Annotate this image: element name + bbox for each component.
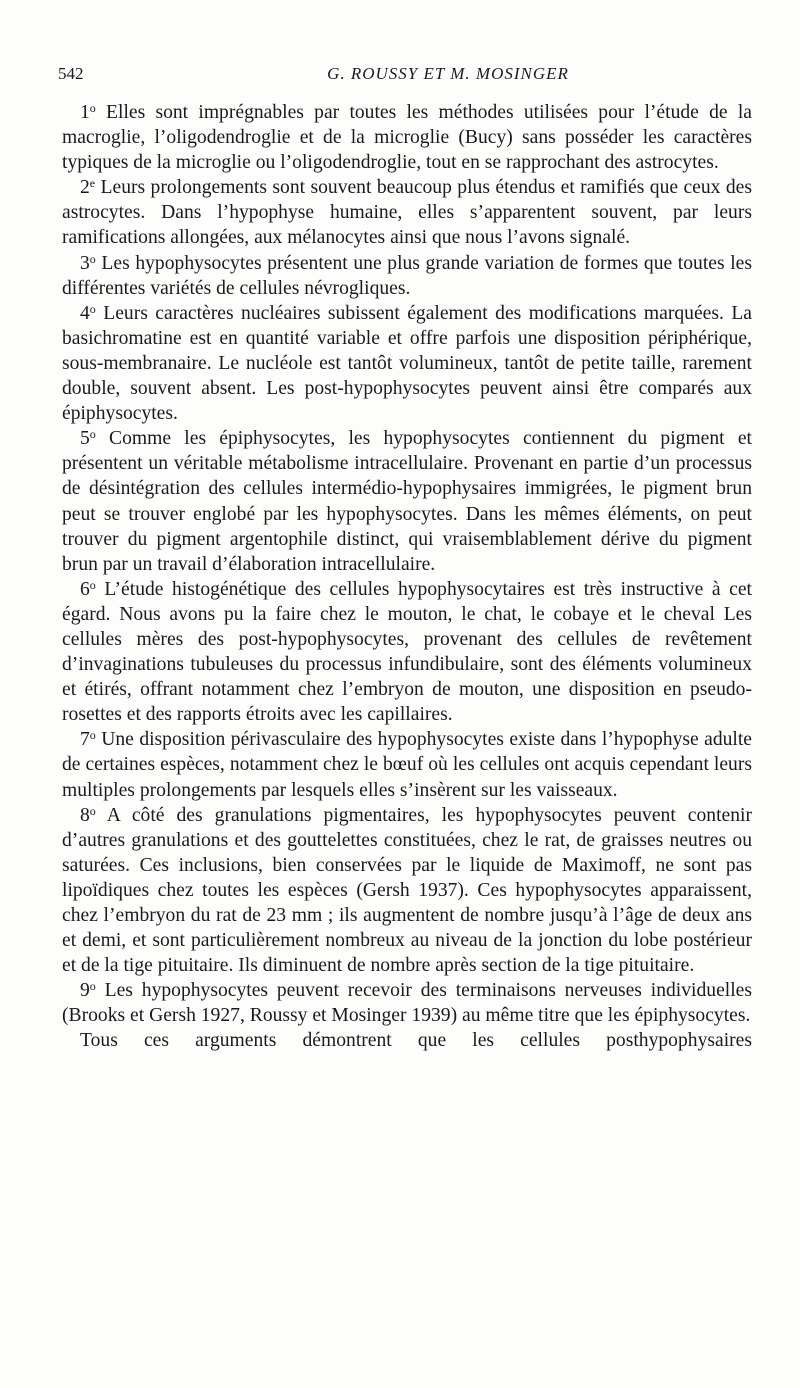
paragraph-final-line: Tous ces arguments démontrent que les cellules posthypophysaires [80, 1030, 752, 1052]
item-number: 9 [80, 980, 90, 1002]
ordinal-mark: o [89, 728, 96, 743]
paragraph-4 [62, 301, 752, 426]
paragraph-text: Leurs caractères nucléaires subissent également des modifications marquées. La basichromatine est en quantité variable et offre parfois une disposition périphérique, sous-membranaire. Le nucléole est tantôt volumineux, tantôt de petite taille, rarement double, souvent absent. Les post-hypophysocytes peuvent ainsi être comparés aux épiphysocytes. [62, 302, 752, 425]
paragraph-text: Les hypophysocytes présentent une plus grande variation de formes que toutes les différentes variétés de cellules névrogliques. [62, 252, 752, 299]
item-number: 3 [80, 252, 90, 274]
paragraph-6 [62, 577, 752, 728]
ordinal-mark: o [89, 803, 96, 818]
paragraph-text: Leurs prolongements sont souvent beaucoup plus étendus et ramifiés que ceux des astrocytes. Dans l’hypophyse humaine, elles s’apparentent souvent, par leurs ramifications allongées, aux mélanocytes ainsi que nous l’avons signalé. [62, 177, 752, 249]
item-number: 6 [80, 578, 90, 600]
paragraph-3 [62, 251, 752, 301]
item-number: 1 [80, 102, 90, 123]
paragraph-5 [62, 426, 752, 577]
ordinal-mark: o [89, 101, 96, 115]
running-head [58, 64, 758, 88]
ordinal-mark: o [89, 979, 96, 994]
paragraph-text: Une disposition périvasculaire des hypophysocytes existe dans l’hypophyse adulte de certaines espèces, notamment chez le bœuf où les cellules ont acquis cependant leurs multiples prolongements par lesquels elles s’insèrent sur les vaisseaux. [62, 729, 752, 801]
item-number: 5 [80, 428, 90, 450]
paragraph-text: Comme les épiphysocytes, les hypophysocytes contiennent du pigment et présentent un véritable métabolisme intracellulaire. Provenant en partie d’un processus de désintégration des cellules intermédio-hypophysaires immigrées, le pigment brun peut se trouver englobé par les hypophysocytes. Dans les mêmes éléments, on peut trouver du pigment argentophile distinct, qui vraisemblablement dérive du pigment brun par un travail d’élaboration intracellulaire. [62, 428, 752, 575]
paragraph-8 [62, 803, 752, 979]
ordinal-mark: o [89, 577, 96, 592]
paragraph-1 [62, 100, 752, 175]
paragraph-text: Les hypophysocytes peuvent recevoir des terminaisons nerveuses individuelles (Brooks et Gersh 1927, Roussy et Mosinger 1939) au même titre que les épiphysocytes. [62, 980, 752, 1027]
item-number: 2 [80, 177, 90, 199]
page-number: 542 [58, 64, 84, 83]
item-number: 8 [80, 804, 90, 826]
paragraph-text: L’étude histogénétique des cellules hypophysocytaires est très instructive à cet égard. Nous avons pu la faire chez le mouton, le chat, le cobaye et le cheval Les cellules mères des post-hypophysocytes, provenant des cellules de revêtement d’invaginations tubuleuses du processus infundibulaire, sont des éléments volumineux et étirés, offrant notamment chez l’embryon de mouton, une disposition en pseudo-rosettes et des rapports étroits avec les capillaires. [62, 578, 752, 726]
paragraph-text: Elles sont imprégnables par toutes les méthodes utilisées pour l’étude de la macroglie, l’oligodendroglie et de la microglie (Bucy) sans posséder les caractères typiques de la microglie ou l’oligodendroglie, tout en se rapprochant des astrocytes. [62, 102, 752, 174]
running-head-authors: G. ROUSSY ET M. MOSINGER [327, 64, 569, 83]
item-number: 4 [80, 302, 90, 324]
paragraph-text: A côté des granulations pigmentaires, les hypophysocytes peuvent contenir d’autres granulations et des gouttelettes constituées, chez le rat, de graisses neutres ou saturées. Ces inclusions, bien conservées par le liquide de Maximoff, ne sont pas lipoïdiques chez toutes les espèces (Gersh 1937). Ces hypophysocytes apparaissent, chez l’embryon du rat de 23 mm ; ils augmentent de nombre jusqu’à l’âge de deux ans et demi, et sont particulièrement nombreux au niveau de la jonction du lobe postérieur et de la tige pituitaire. Ils diminuent de nombre après section de la tige pituitaire. [62, 804, 752, 977]
item-number: 7 [80, 729, 90, 751]
ordinal-mark: o [89, 251, 96, 266]
ordinal-mark: o [89, 301, 96, 316]
paragraph-2 [62, 175, 752, 250]
text-body [62, 100, 752, 1054]
paragraph-9 [62, 978, 752, 1028]
ordinal-mark: e [89, 176, 96, 191]
ordinal-mark: o [89, 427, 96, 442]
paragraph-7 [62, 727, 752, 802]
